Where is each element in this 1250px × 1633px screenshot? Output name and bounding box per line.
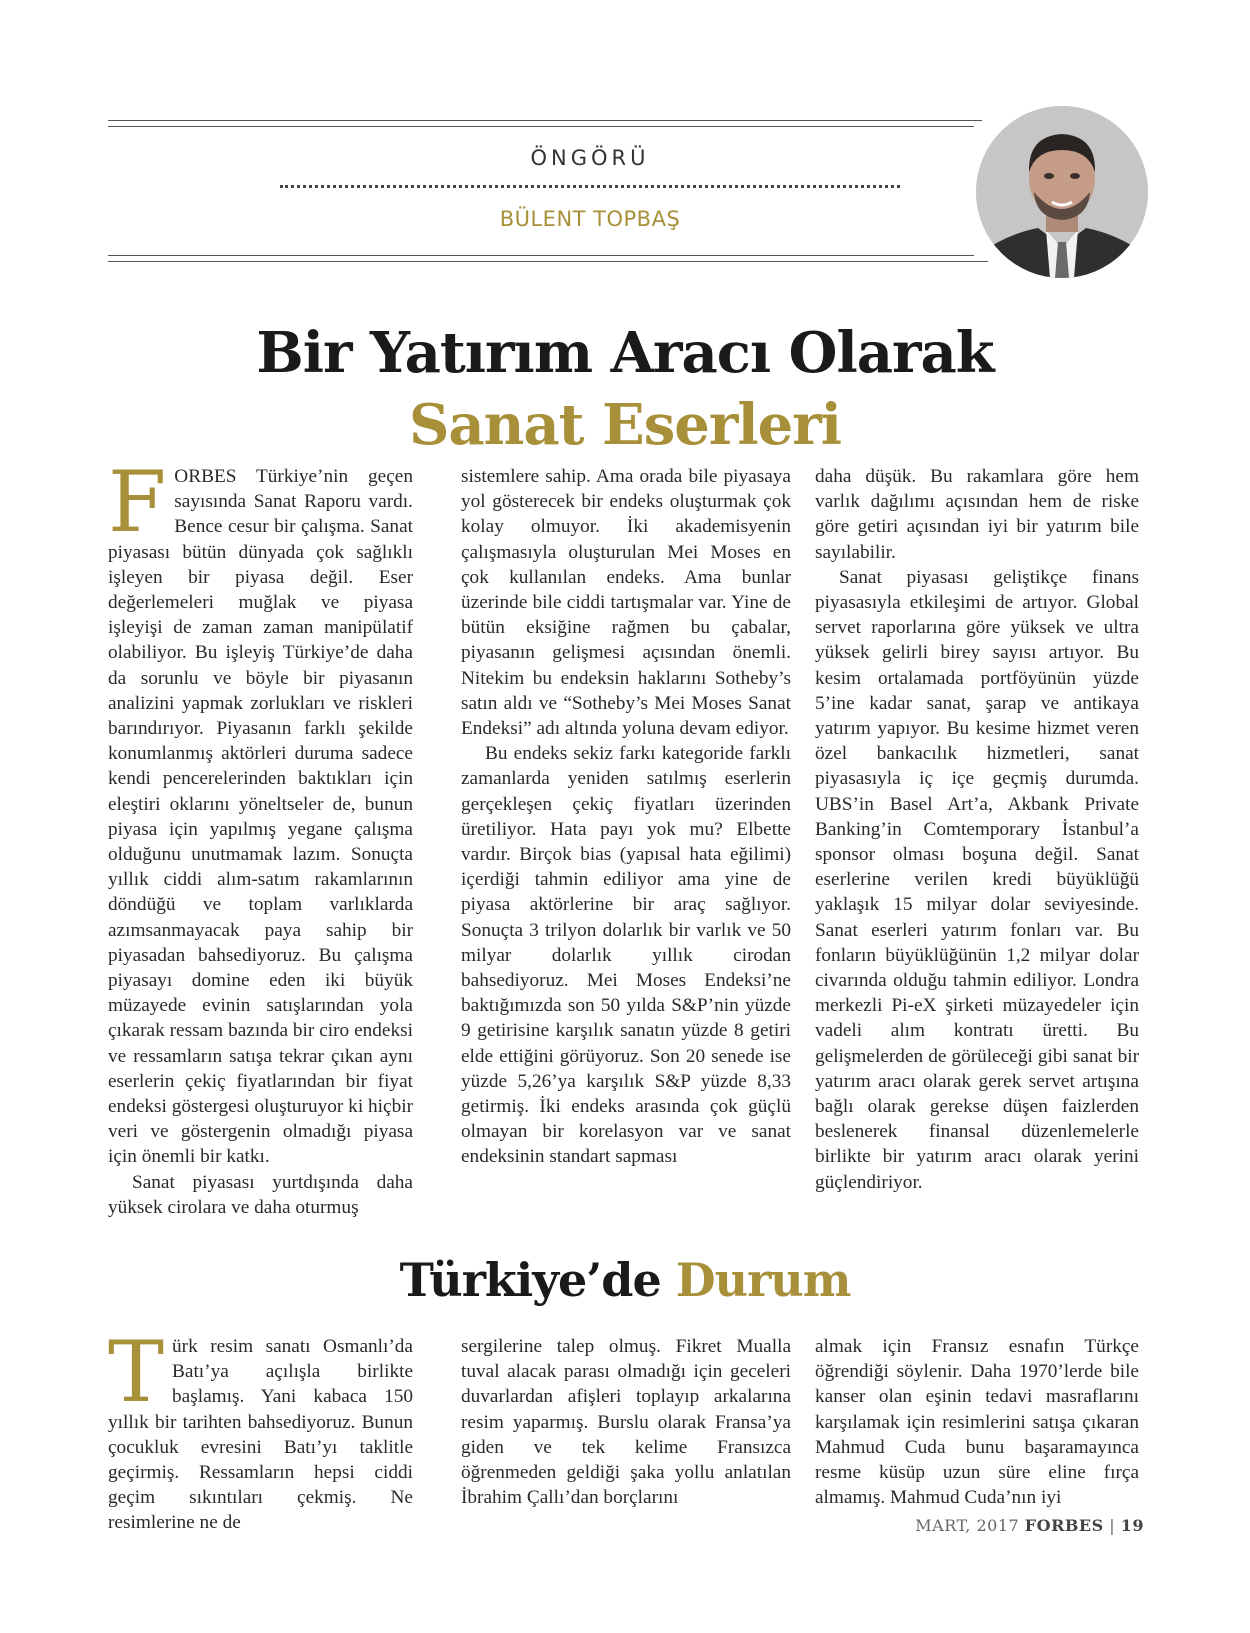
section2-column-3 [815, 1334, 1139, 1510]
paragraph: Bu endeks sekiz farkı kategoride farklı zamanlarda yeniden satılmış eserlerin gerçekleşen çekiç fiyatları üzerinden üretiliyor. Hata payı yok mu? Elbette vardır. Birçok bias (yapısal hata eğilimi) içerdiği tahmin ediliyor ama yine de piyasa aktörlerine bir araç sağlıyor. Sonuçta 3 trilyon dolarlık bir varlık ve 50 milyar dolarlık yıllık cirodan bahsediyoruz. Mei Moses Endeksi’ne baktığımızda son 50 yılda S&P’nin yüzde 9 getirisine karşılık sanatın yüzde 8 getiri elde ettiğini görüyoruz. Son 20 senede ise yüzde 5,26’ya karşılık S&P yüzde 8,33 getirmiş. İki endeks arasında çok güçlü olmayan bir korelasyon var ve sanat endeksinin standart sapması [461, 743, 791, 1168]
page-number: 19 [1120, 1516, 1144, 1535]
paragraph: Sanat piyasası yurtdışında daha yüksek cirolara ve daha oturmuş [108, 1171, 413, 1218]
article-column-3 [815, 464, 1139, 1195]
section2-column-1 [108, 1323, 413, 1536]
drop-cap: T [108, 1323, 165, 1421]
header-rule-bottom-2 [108, 261, 988, 262]
article-column-2 [461, 464, 791, 1170]
paragraph: ürk resim sanatı Osmanlı’da Batı’ya açılışla birlikte başlamış. Yani kabaca 150 yıllık bir tarihten bahsediyoruz. Bunun çocukluk evresini Batı’yı taklitle geçirmiş. Ressamların hepsi ciddi geçim sıkıntıları çekmiş. Ne resimlerine ne de [108, 1336, 413, 1534]
author-name: BÜLENT TOPBAŞ [499, 207, 681, 231]
paragraph: sistemlere sahip. Ama orada bile piyasaya yol gösterecek bir endeks oluşturmak çok kolay olmuyor. İki akademisyenin çalışmasıyla oluşturulan Mei Moses en çok kullanılan endeks. Ama bunlar üzerinde bile ciddi tartışmalar var. Yine de bütün eksiğine rağmen bu çabalar, piyasanın gelişmesi açısından önemli. Nitekim bu endeksin haklarını Sotheby’s satın aldı ve “Sotheby’s Mei Moses Sanat Endeksi” adı altında yoluna devam ediyor. [461, 466, 791, 740]
drop-cap: F [108, 453, 167, 551]
dotted-divider [280, 185, 900, 188]
header-rule-top [108, 120, 982, 121]
paragraph: Sanat piyasası geliştikçe finans piyasasıyla etkileşimi de artıyor. Global servet raporlarına göre yüksek ve ultra yüksek gelirli birey sayısı artıyor. Bu kesim ortalamada portföyünün yüzde 5’ine kadar sanat, şarap ve antikaya yatırım yapıyor. Bu kesime hizmet veren özel bankacılık hizmetleri, sanat piyasasıyla iç içe geçmiş durumda. UBS’in Basel Art’a, Akbank Private Banking’in Comtemporary İstanbul’a sponsor olması boşuna değil. Sanat eserlerine verilen kredi büyüklüğü yaklaşık 15 milyar dolar seviyesinde. Sanat eserleri yatırım fonları var. Bu fonların büyüklüğünün 1,2 milyar dolar civarında olduğu tahmin ediliyor. Londra merkezli Pi-eX şirketi müzayedeler için vadeli alım kontratı üretti. Bu gelişmelerden de görüleceği gibi sanat bir yatırım aracı olarak gerek servet artışına bağlı olarak gerekse düşen faizlerden beslenerek finansal düzenlemelerle birlikte bir yatırım aracı olarak yerini güçlendiriyor. [815, 566, 1139, 1193]
paragraph: daha düşük. Bu rakamlara göre hem varlık dağılımı açısından hem de riske göre getiri açısından iyi bir yatırım bile sayılabilir. [815, 466, 1139, 563]
subheading-part-1: Türkiye’de [399, 1253, 676, 1307]
headline-line-2: Sanat Eserleri [408, 392, 842, 458]
subheading-part-2: Durum [675, 1253, 851, 1307]
footer-separator: | [1109, 1516, 1116, 1535]
issue-date: MART, 2017 [915, 1516, 1020, 1535]
paragraph: sergilerine talep olmuş. Fikret Mualla tuval alacak parası olmadığı için geceleri duvarlardan afişleri toplayıp arkalarına resim yaparmış. Burslu olarak Fransa’ya giden ve tek kelime Fransızca öğrenmeden geldiği şaka yollu anlatılan İbrahim Çallı’dan borçlarını [461, 1336, 791, 1509]
author-photo [976, 106, 1148, 278]
header-rule-bottom [108, 255, 974, 256]
page-footer [915, 1516, 1144, 1535]
article-column-1 [108, 453, 413, 1220]
magazine-name: FORBES [1024, 1516, 1104, 1535]
subheading [0, 1253, 1250, 1307]
headline-line-1: Bir Yatırım Aracı Olarak [256, 320, 994, 386]
paragraph: almak için Fransız esnafın Türkçe öğrendiği söylenir. Daha 1970’lerde bile kanser olan eşinin tedavi masraflarını karşılamak için resimlerini satışa çıkaran Mahmud Cuda bunu başaramayınca resme küsüp uzun süre eline fırça almamış. Mahmud Cuda’nın iyi [815, 1336, 1139, 1509]
header-rule-top-2 [108, 126, 974, 127]
paragraph: ORBES Türkiye’nin geçen sayısında Sanat Raporu vardı. Bence cesur bir çalışma. Sanat piyasası bütün dünyada çok sağlıklı işleyen bir piyasa değil. Eser değerlemeleri muğlak ve piyasa işleyişi de zaman zaman manipülatif olabiliyor. Bu işleyiş Türkiye’de daha da sorunlu ve böyle bir piyasanın analizini yapmak zorlukları ve riskleri barındırıyor. Piyasanın farklı şekilde konumlanmış aktörleri duruma sadece kendi pencerelerinden baktıkları için eleştiri oklarını yöneltseler de, bunun piyasa için yapılmış yegane çalışma olduğunu unutmamak lazım. Sonuçta yıllık ciddi alım-satım rakamlarının döndüğü ve toplam varlıklarda azımsanmayacak paya sahip bir piyasadan bahsediyoruz. Bu çalışma piyasayı domine eden iki büyük müzayede evinin satışlarından yola çıkarak ressam bazında bir ciro endeksi ve ressamların satışa tekrar çıkan aynı eserlerin çekiç fiyatlarından bir fiyat endeksi göstergesi oluşturuyor ki hiçbir veri ve göstergenin olmadığı piyasa için önemli bir katkı. [108, 466, 413, 1168]
section2-column-2 [461, 1334, 791, 1510]
section-label: ÖNGÖRÜ [530, 146, 650, 170]
